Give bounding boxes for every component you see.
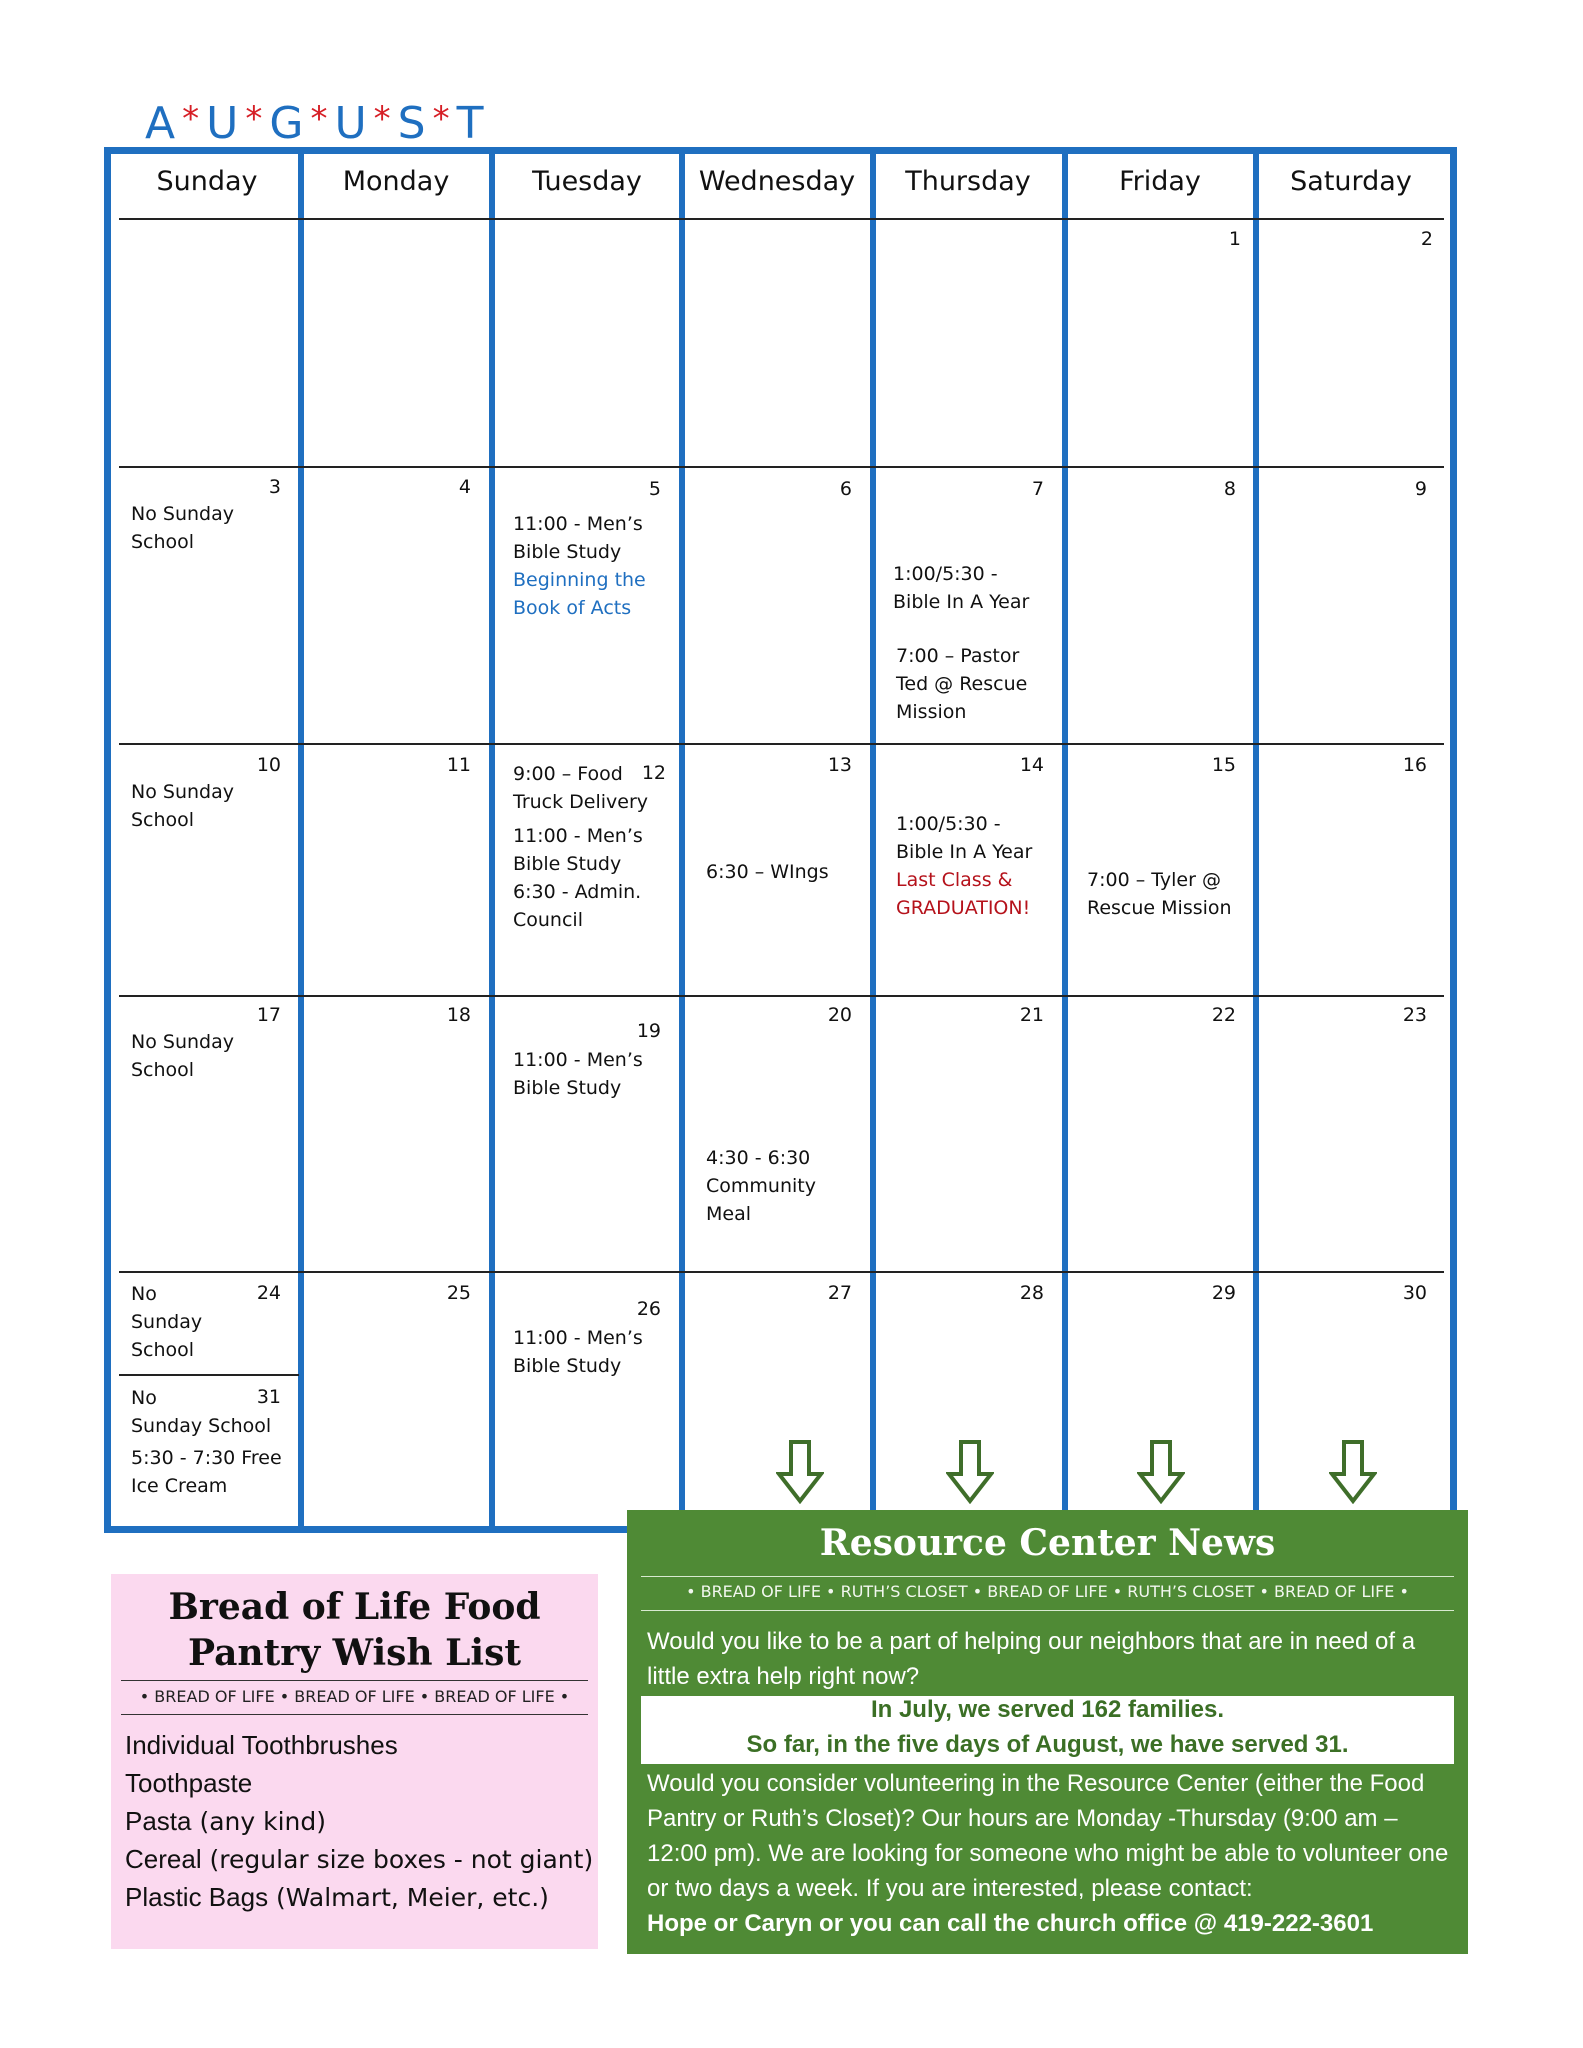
date-number: 1 [1228,228,1241,250]
event-text: 11:00 - Men’s Bible Study [513,1327,643,1377]
wish-list-item [125,1844,593,1875]
date-number: 2 [1420,228,1433,250]
down-arrow-icon [1137,1440,1185,1504]
header-rule [119,218,1444,220]
down-arrow-icon [1329,1440,1377,1504]
date-number: 11 [446,754,471,776]
day-header-tuesday: Tuesday [532,166,642,197]
item-name: Plastic Bags [125,1882,269,1912]
date-number: 24 [256,1282,281,1304]
date-number: 7 [1031,478,1044,500]
title-star: * [310,99,329,139]
column-divider [489,154,495,1526]
date-number: 23 [1402,1004,1427,1026]
wish-list-item [125,1806,326,1837]
event-text: 1:00/5:30 - Bible In A Year [893,563,1030,613]
stats-box [641,1696,1454,1764]
event-text: No Sunday School [131,781,234,831]
event-text: 11:00 - Men’s Bible Study [513,1049,643,1099]
date-number: 18 [446,1004,471,1026]
wish-list-item [125,1768,252,1799]
wish-list-title: Bread of Life Food Pantry Wish List [168,1586,541,1674]
date-number: 6 [839,478,852,500]
date-number: 20 [827,1004,852,1026]
date-number: 10 [256,754,281,776]
event-text: 4:30 - 6:30 Community Meal [706,1147,816,1225]
volunteer-text: Would you consider volunteering in the Resource Center (either the Food Pantry or Ruth’s Closet)? Our hours are Monday -Thursday (9:00 am – 12:00 pm). We are looking for someone who might be able to volunteer one or two days a week. If you are interested, please contact: [647,1770,1449,1902]
date-number: 15 [1211,754,1236,776]
event-text: 9:00 – Food Truck Delivery [513,763,649,813]
item-detail: (any kind) [191,1807,326,1836]
event-text: 6:30 - Admin. Council [513,881,642,931]
wish-list-item [125,1730,398,1761]
day-header-thursday: Thursday [905,166,1031,197]
down-arrow-icon [946,1440,994,1504]
date-number: 3 [268,476,281,498]
date-number: 31 [256,1386,281,1408]
event-text: 7:00 – Tyler @ Rescue Mission [1087,869,1232,919]
date-number: 25 [446,1282,471,1304]
event-text: Last Class & GRADUATION! [896,869,1031,919]
date-number: 22 [1211,1004,1236,1026]
item-name: Pasta [125,1806,192,1836]
column-divider [1253,154,1259,1526]
contact-text: Hope or Caryn or you can call the church office @ 419-222-3601 [647,1910,1374,1937]
date-number: 16 [1402,754,1427,776]
date-number: 27 [827,1282,852,1304]
event-text: No Sunday School [131,1387,272,1437]
divider [121,1714,588,1715]
day-header-friday: Friday [1119,166,1201,197]
title-letter: T [456,98,485,149]
date-number: 28 [1019,1282,1044,1304]
event-text: No Sunday School [131,503,234,553]
week-rule [119,995,1444,997]
date-number: 13 [827,754,852,776]
item-name: Cereal [125,1844,202,1874]
split-cell-rule [119,1374,299,1376]
title-letter: A [145,98,177,149]
resource-center-title: Resource Center News [819,1522,1276,1564]
day-header-saturday: Saturday [1290,166,1412,197]
event-text: 5:30 - 7:30 Free Ice Cream [131,1447,282,1497]
item-detail: (Walmart, Meier, etc.) [268,1883,549,1912]
title-letter: U [206,98,240,149]
column-divider [298,154,304,1526]
date-number: 21 [1019,1004,1044,1026]
date-number: 5 [648,478,661,500]
title-star: * [432,99,451,139]
date-number: 30 [1402,1282,1427,1304]
date-number: 19 [636,1020,661,1042]
down-arrow-icon [776,1440,824,1504]
week-rule [119,1271,1444,1273]
divider [641,1576,1454,1577]
date-number: 9 [1414,478,1427,500]
title-letter: G [269,98,305,149]
event-text: 11:00 - Men’s Bible Study [513,513,643,563]
item-detail: (regular size boxes - not giant) [201,1845,594,1874]
item-name: Toothpaste [125,1768,253,1798]
day-header-monday: Monday [342,166,450,197]
title-star: * [245,99,264,139]
wish-list-panel [111,1574,598,1949]
resource-center-panel [627,1510,1468,1954]
resource-center-banner: • BREAD OF LIFE • RUTH’S CLOSET • BREAD OF LIFE • RUTH’S CLOSET • BREAD OF LIFE • [686,1582,1409,1601]
intro-text: Would you like to be a part of helping our neighbors that are in need of a little extra help right now? [647,1628,1416,1690]
column-divider [679,154,685,1526]
day-header-wednesday: Wednesday [698,166,856,197]
date-number: 12 [641,762,666,784]
date-number: 4 [458,476,471,498]
event-text: 7:00 – Pastor Ted @ Rescue Mission [896,645,1028,723]
stat-july: In July, we served 162 families. [870,1696,1225,1723]
wish-list-item [125,1882,549,1913]
divider [641,1610,1454,1611]
divider [121,1680,588,1681]
event-text: 1:00/5:30 - Bible In A Year [896,813,1033,863]
column-divider [870,154,876,1526]
title-letter: U [334,98,368,149]
date-number: 29 [1211,1282,1236,1304]
event-text: Beginning the Book of Acts [513,569,646,619]
calendar-grid [104,147,1457,1533]
day-header-sunday: Sunday [156,166,258,197]
column-divider [1062,154,1068,1526]
date-number: 26 [636,1298,661,1320]
item-name: Individual Toothbrushes [125,1730,398,1760]
stat-august: So far, in the five days of August, we have served 31. [746,1731,1349,1758]
wish-list-banner: • BREAD OF LIFE • BREAD OF LIFE • BREAD OF LIFE • [139,1687,570,1706]
event-text: No Sunday School [131,1031,234,1081]
week-rule [119,466,1444,468]
title-star: * [373,99,392,139]
week-rule [119,743,1444,745]
date-number: 14 [1019,754,1044,776]
event-text: No Sunday School [131,1283,203,1361]
date-number: 17 [256,1004,281,1026]
title-letter: S [397,98,427,149]
title-star: * [182,99,201,139]
event-text: 6:30 – WIngs [706,861,829,883]
month-title [145,98,484,149]
date-number: 8 [1223,478,1236,500]
event-text: 11:00 - Men’s Bible Study [513,825,643,875]
